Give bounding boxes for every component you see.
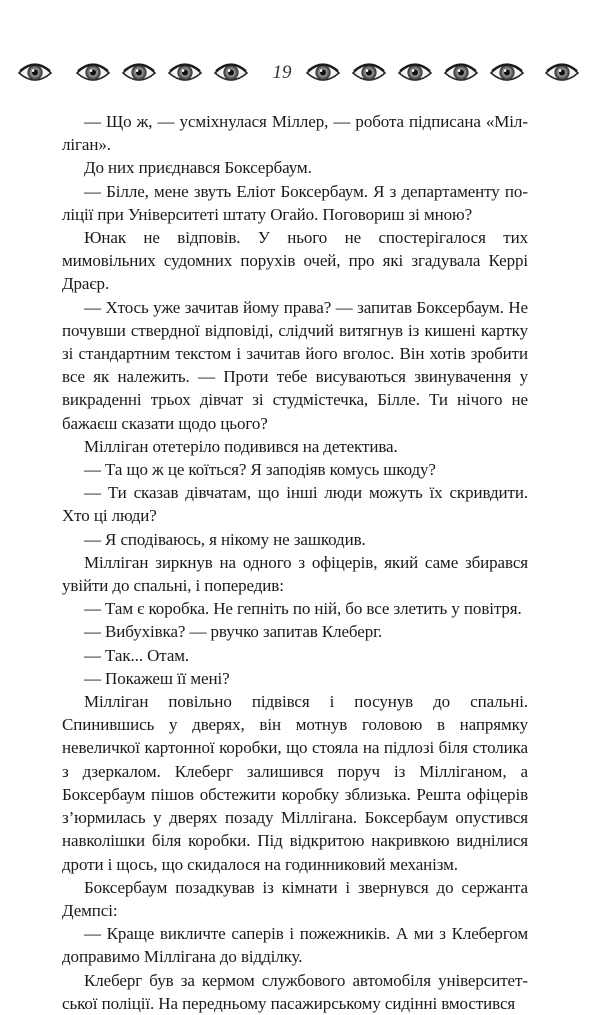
eye-icon: [443, 58, 479, 88]
paragraph: — Вибухівка? — рвучко запитав Клеберг.: [84, 622, 383, 642]
page-number: 19: [272, 62, 292, 83]
eye-icon: [489, 58, 525, 88]
paragraph: — Що ж, — усміхнулася Міллер, — робота підписана «Мілліган».: [62, 112, 528, 155]
paragraph: До них приєднався Боксербаум.: [84, 158, 312, 178]
paragraph: — Білле, мене звуть Еліот Боксербаум. Я з департаменту поліції при Університеті штату Огайо. Поговориш зі мною?: [62, 181, 528, 224]
paragraph: Юнак не відповів. У нього не спостерігалося тих мимовільних судомних порухів очей, про які згадувала Керрі Драєр.: [62, 228, 528, 294]
eye-icon: [17, 58, 53, 88]
eye-icon: [351, 58, 387, 88]
eye-icon: [305, 58, 341, 88]
paragraph: — Так... Отам.: [84, 645, 190, 665]
eye-icon: [397, 58, 433, 88]
paragraph: Клеберг був за кермом службового автомобіля університетської поліції. На передньому пасажирському сидінні вмостився: [62, 970, 528, 1013]
paragraph: Мілліган повільно підвівся і посунув до спальні. Спинившись у дверях, він мотнув головою в напрямку невеличкої картонної коробки, що стояла на підлозі біля столика з дзеркалом. Клеберг залишився поруч із Мілліганом, а Боксербаум пішов обстежити коробку зблизька. Решта офіцерів з’юрмилась у дверях позаду Міллігана. Боксербаум опустився навколішки біля коробки. Під відкритою накривкою виднілися дроти і щось, що скидалося на годинниковий механізм.: [62, 692, 528, 874]
paragraph: — Та що ж це коїться? Я заподіяв комусь шкоду?: [84, 460, 436, 480]
eye-icon: [544, 58, 580, 88]
eye-icon: [75, 58, 111, 88]
eye-icon: [167, 58, 203, 88]
paragraph: Боксербаум позадкував із кімнати і звернувся до сержанта Демпсі:: [62, 877, 528, 920]
page-header: [0, 58, 600, 90]
paragraph: — Хтось уже зачитав йому права? — запитав Боксербаум. Не почувши ствердної відповіді, слідчий витягнув із кишені картку зі стандартним текстом і зачитав його вголос. Він хотів зробити все як належить. — Проти тебе висуваються звинувачення у викраденні трьох дівчат зі студмістечка, Білле. Ти нічого не бажаєш сказати щодо цього?: [62, 297, 528, 433]
paragraph: — Краще викличте саперів і пожежників. А ми з Клебергом доправимо Міллігана до відділку.: [62, 924, 528, 967]
paragraph: Мілліган зиркнув на одного з офіцерів, який саме збирався увійти до спальні, і попередив:: [62, 552, 528, 596]
paragraph: — Покажеш її мені?: [84, 668, 230, 688]
paragraph: — Я сподіваюсь, я нікому не зашкодив.: [84, 529, 366, 549]
paragraph: Мілліган отетеріло подивився на детектива.: [84, 436, 398, 456]
eye-icon: [213, 58, 249, 88]
text-body: [62, 110, 528, 1015]
paragraph: — Там є коробка. Не гепніть по ній, бо все злетить у повітря.: [84, 599, 522, 619]
paragraph: — Ти сказав дівчатам, що інші люди можуть їх скривдити. Хто ці люди?: [62, 483, 528, 526]
eye-icon: [121, 58, 157, 88]
